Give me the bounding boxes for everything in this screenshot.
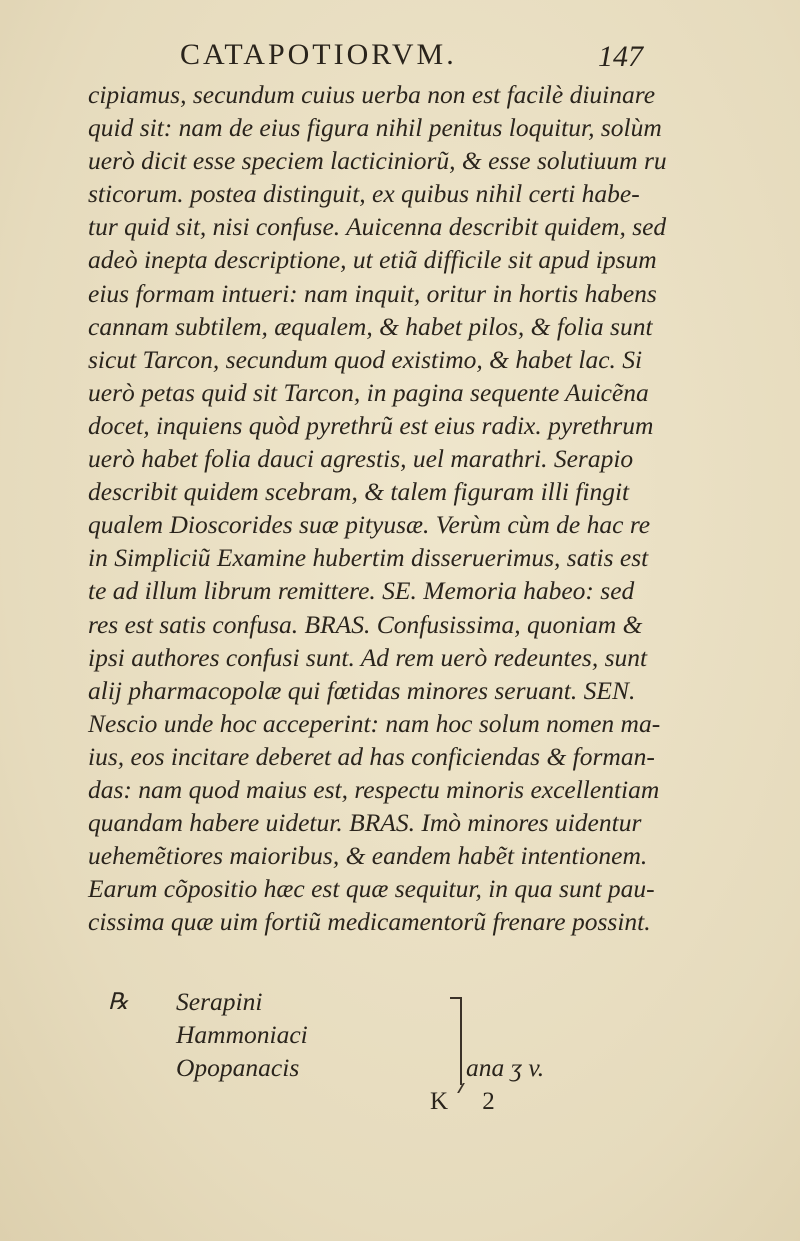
text-line: das: nam quod maius est, respectu minoris excellentiam xyxy=(88,774,660,804)
text-line: quandam habere uidetur. BRAS. Imò minores uidentur xyxy=(88,808,642,838)
text-line: uerò petas quid sit Tarcon, in pagina sequente Auicẽna xyxy=(88,377,649,407)
text-line: qualem Dioscorides suæ pityusæ. Verùm cùm de hac re xyxy=(88,510,651,540)
text-line: adeò inepta descriptione, ut etiã difficile sit apud ipsum xyxy=(88,245,657,275)
text-line: ius, eos incitare deberet ad has conficiendas & forman- xyxy=(88,741,655,771)
running-head: CATAPOTIORVM. xyxy=(180,38,457,71)
ingredient: Hammoniaci xyxy=(176,1020,308,1049)
text-line: alij pharmacopolæ qui fœtidas minores seruant. SEN. xyxy=(88,675,636,705)
text-line: eius formam intueri: nam inquit, oritur in hortis habens xyxy=(88,278,657,308)
text-line: cissima quæ uim fortiũ medicamentorũ frenare possint. xyxy=(88,907,651,937)
signature-mark: K 2 xyxy=(430,1088,509,1115)
text-line: tur quid sit, nisi confuse. Auicenna describit quidem, sed xyxy=(88,212,667,242)
text-line: uerò habet folia dauci agrestis, uel marathri. Serapio xyxy=(88,444,634,474)
brace-mark xyxy=(450,997,462,1085)
text-line: cannam subtilem, æqualem, & habet pilos, & folia sunt xyxy=(88,311,653,341)
body-text xyxy=(88,78,728,938)
text-line: te ad illum librum remittere. SE. Memoria habeo: sed xyxy=(88,576,635,606)
page-number: 147 xyxy=(598,40,643,73)
ingredient: Opopanacis xyxy=(176,1053,300,1082)
ingredient: Serapini xyxy=(176,987,263,1016)
recipe-block xyxy=(88,985,728,1155)
text-line: cipiamus, secundum cuius uerba non est facilè diuinare xyxy=(88,80,656,109)
recipe-symbol: ℞ xyxy=(108,989,129,1014)
text-line: ipsi authores confusi sunt. Ad rem uerò redeuntes, sunt xyxy=(88,642,648,672)
text-line: in Simpliciũ Examine hubertim disseruerimus, satis est xyxy=(88,543,649,573)
text-line: Earum cõpositio hæc est quæ sequitur, in qua sunt pau- xyxy=(88,874,655,904)
text-line: quid sit: nam de eius figura nihil penitus loquitur, solùm xyxy=(88,113,662,143)
text-line: sticorum. postea distinguit, ex quibus nihil certi habe- xyxy=(88,179,640,209)
text-line: uehemẽtiores maioribus, & eandem habẽt intentionem. xyxy=(88,841,648,871)
dose: ana ʒ v. xyxy=(466,1053,545,1082)
text-line: res est satis confusa. BRAS. Confusissima, quoniam & xyxy=(88,609,643,639)
text-line: describit quidem scebram, & talem figuram illi fingit xyxy=(88,477,630,507)
text-line: sicut Tarcon, secundum quod existimo, & habet lac. Si xyxy=(88,344,643,374)
text-line: docet, inquiens quòd pyrethrũ est eius radix. pyrethrum xyxy=(88,410,654,440)
text-line: uerò dicit esse speciem lacticiniorũ, & esse solutiuum ru xyxy=(88,146,667,176)
text-line: Nescio unde hoc acceperint: nam hoc solum nomen ma- xyxy=(88,708,661,738)
